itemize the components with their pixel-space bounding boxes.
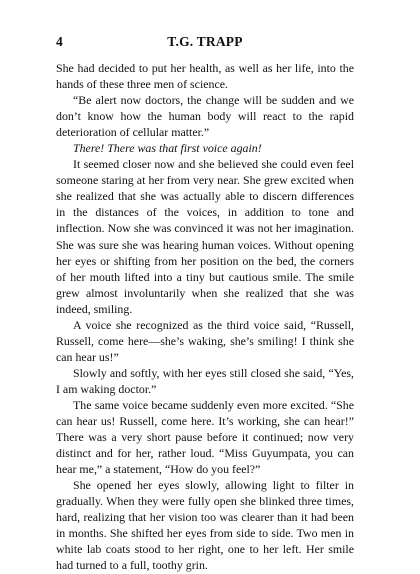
body-text (56, 60, 354, 574)
page-header (56, 34, 354, 52)
paragraph: She had decided to put her health, as well as her life, into the hands of these three men of science. (56, 61, 354, 92)
paragraph: She opened her eyes slowly, allowing light to filter in gradually. When they were fully open she blinked three times, hard, realizing that her vision too was clearer than it had been in months. She shifted her eyes from side to side. Two men in white lab coats stood to her right, one to her left. Her smile had turned to a full, toothy grin. (56, 478, 354, 573)
paragraph: It seemed closer now and she believed she could even feel someone staring at her from very near. She grew excited when she realized that she was actually able to discern differences in the distances of the voices, in addition to tone and inflection. Now she was convinced it was not her imagination. She was sure she was hearing human voices. Without opening her eyes or shifting from her position on the bed, the corners of her mouth lifted into a tiny but cautious smile. The smile grew almost involuntarily when she realized that she was indeed, smiling. (56, 157, 354, 316)
paragraph: A voice she recognized as the third voice said, “Russell, Russell, come here—she’s waking, she’s smiling! I think she can hear us!” (56, 317, 354, 364)
running-head: T.G. TRAPP (167, 34, 243, 49)
paragraph: Slowly and softly, with her eyes still closed she said, “Yes, I am waking doctor.” (56, 365, 354, 396)
paragraph: There! There was that first voice again! (73, 141, 262, 156)
paragraph: “Be alert now doctors, the change will be sudden and we don’t know how the human body will react to the rapid deterioration of cellular matter.” (56, 93, 354, 140)
paragraph: The same voice became suddenly even more excited. “She can hear us! Russell, come here. It’s working, she can hear!” There was a very short pause before it continued; now very distinct and for her, rather loud. “Miss Guyumpata, you can hear me,” a statement, “How do you feel?” (56, 397, 354, 477)
page-number: 4 (56, 34, 63, 49)
